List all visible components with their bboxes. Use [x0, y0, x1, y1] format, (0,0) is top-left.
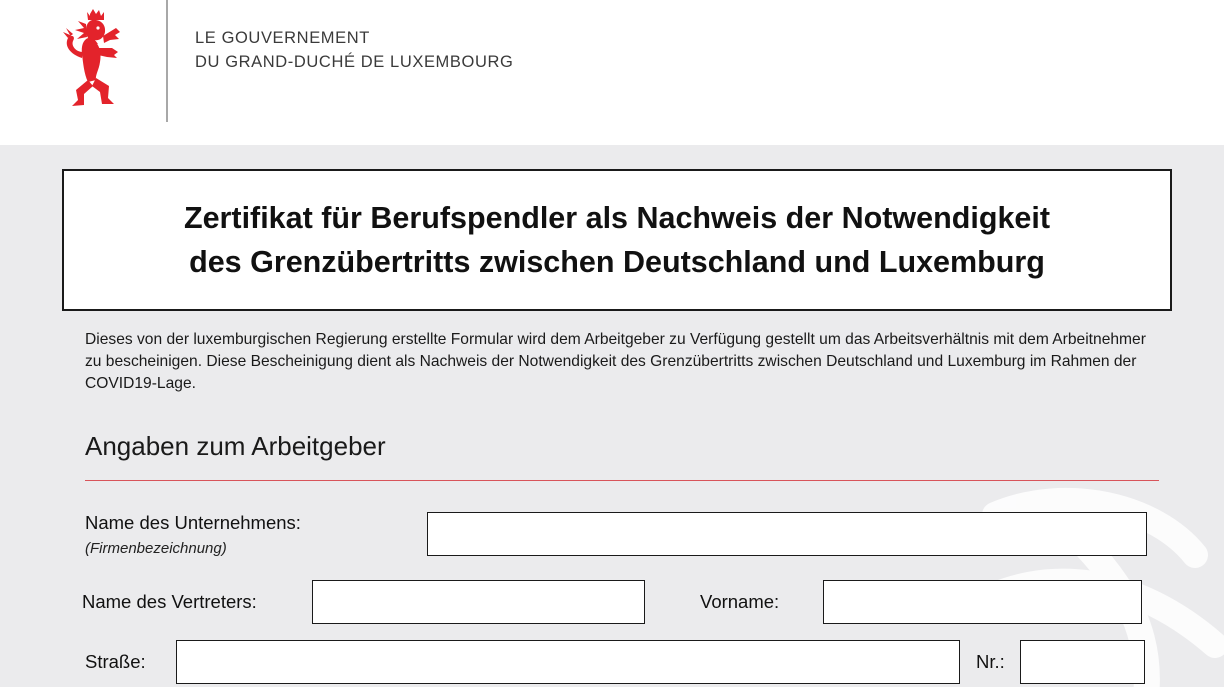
header-divider — [166, 0, 168, 122]
government-line-2: DU GRAND-DUCHÉ DE LUXEMBOURG — [195, 53, 514, 71]
first-name-input[interactable] — [823, 580, 1142, 624]
company-name-sublabel: (Firmenbezeichnung) — [85, 540, 227, 557]
company-name-label: Name des Unternehmens: — [85, 512, 301, 533]
title-box — [62, 169, 1172, 311]
street-input[interactable] — [176, 640, 960, 684]
company-name-input[interactable] — [427, 512, 1147, 556]
government-name — [195, 26, 513, 74]
section-title-employer: Angaben zum Arbeitgeber — [85, 431, 386, 461]
page-header — [0, 0, 1224, 145]
section-divider — [85, 480, 1159, 481]
intro-paragraph: Dieses von der luxemburgischen Regierung erstellte Formular wird dem Arbeitgeber zu Verfügung gestellt um das Arbeitsverhältnis mit dem Arbeitnehmer zu bescheinigen. Diese Bescheinigung dient als Nachweis der Notwendigkeit des Grenzübertritts zwischen Deutschland und Luxemburg im Rahmen der COVID19-Lage. — [85, 331, 1146, 392]
representative-name-input[interactable] — [312, 580, 645, 624]
house-number-label: Nr.: — [976, 651, 1005, 672]
street-label: Straße: — [85, 651, 146, 672]
luxembourg-red-lion-icon — [62, 8, 124, 108]
government-line-1: LE GOUVERNEMENT — [195, 29, 370, 47]
first-name-label: Vorname: — [700, 591, 780, 612]
form-panel — [0, 145, 1224, 687]
document-title: Zertifikat für Berufspendler als Nachweis der Notwendigkeit des Grenzübertritts zwischen Deutschland und Luxemburg — [183, 201, 1051, 279]
representative-name-label: Name des Vertreters: — [82, 591, 257, 612]
house-number-input[interactable] — [1020, 640, 1145, 684]
